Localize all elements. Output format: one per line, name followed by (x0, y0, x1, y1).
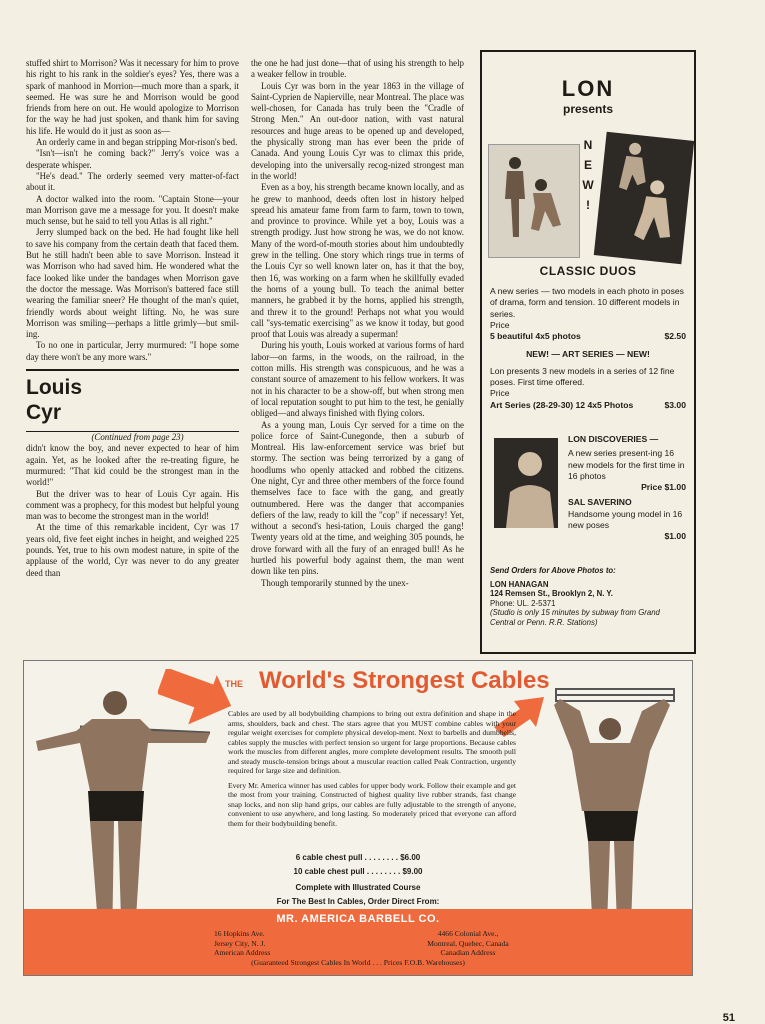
section-title-line: Louis (26, 376, 82, 400)
duos-price-item: 5 beautiful 4x5 photos (490, 331, 581, 342)
address-line: American Address (214, 948, 271, 957)
duo-figures-icon (594, 132, 694, 265)
ad-body (228, 709, 516, 833)
art-price-label: Price (490, 388, 510, 399)
paragraph: A doctor walked into the room. "Captain Stone—your man Morrison gave me a message for you. It doesn't make much sense, but he said to tell you Atlas is all right." (26, 193, 239, 227)
company-name: MR. AMERICA BARBELL CO. (276, 913, 440, 925)
continued-note: (Continued from page 23) (91, 432, 184, 443)
article-column-2 (251, 58, 464, 589)
lon-presents: presents (562, 102, 614, 116)
address-line: Jersey City, N. J. (214, 938, 266, 948)
price-row-10-cable: 10 cable chest pull . . . . . . . . $9.00 (293, 867, 423, 876)
section-title-line: Cyr (26, 401, 62, 425)
duos-desc: A new series — two models in each photo in poses of drama, form and tension. 10 different models in series. (490, 286, 684, 319)
order-address: 124 Remsen St., Brooklyn 2, N. Y. (490, 589, 613, 599)
address-line: Canadian Address (440, 948, 496, 957)
art-price-row (490, 400, 686, 411)
paragraph: "Isn't—isn't he coming back?" Jerry's voice was a desperate whisper. (26, 148, 239, 170)
american-address (214, 929, 270, 958)
model-desc: Handsome young model in 16 new poses (568, 508, 683, 531)
paragraph: But the driver was to hear of Louis Cyr again. His comment was a prophecy, for this modest but helpful young man was to become the strongest man in the world! (26, 488, 239, 522)
paragraph: the one he had just done—that of using his strength to help a weaker fellow in trouble. (251, 58, 464, 80)
arrow-down-icon (158, 669, 232, 725)
order-name: LON HANAGAN (490, 579, 549, 589)
title-prefix: THE (225, 679, 243, 689)
divider (26, 369, 239, 371)
address-line: 4466 Colonial Ave., (437, 929, 499, 938)
discoveries-title: LON DISCOVERIES — (568, 434, 659, 444)
order-note: Send Orders for Above Photos to: (490, 566, 616, 575)
paragraph: Even as a boy, his strength became known locally, and as he grew to manhood, deeds often lost in history helped spread his amateur fame from farm to farm, town to town, and province to province. While yet a boy, Louis was a strength prodigy. Just how strong he was, we do not know. Many of the word-of-mouth stories about him undoubtedly grew in the telling. One story which rings true in terms of the Louis Cyr so well known later on, has it that the boy, then 16, was working on a farm when he skillfully evaded the horns of a young bull. To teach the animal better manners, he grabbed it by the horns, applied his strength, and threw it to the ground! Perhaps not what you would call "sys-tematic exercising" as we know it today, but good proof that Louis was already a superman! (251, 182, 464, 340)
paragraph: During his youth, Louis worked at various forms of hard labor—on farms, in the woods, on the railroad, in the cotton mills. His strength was conspicuous, and he was a constant source of amazement to his fellow workers. It was not in his character to be a show-off, but when strong men of local reputation sought to put him to the test, he genially obliged—and always finished with flying colors. (251, 340, 464, 419)
page-number: 51 (722, 1012, 735, 1024)
new-letter: ! (586, 198, 590, 212)
paragraph: At the time of this remarkable incident, Cyr was 17 years old, five feet eight inches in height, and weighed 225 pounds. Yet, true to his own modest nature, in spite of the applause of the world, Cyr was never to do any greater deed than (26, 522, 239, 578)
paragraph: "He's dead." The orderly seemed very matter-of-fact about it. (26, 170, 239, 193)
art-desc: Lon presents 3 new models in a series of 12 fine poses. First time offered. (490, 365, 675, 388)
price-row-6-cable: 6 cable chest pull . . . . . . . . $6.00 (295, 853, 421, 862)
model-name: SAL SAVERINO (568, 497, 632, 508)
item-price: $6.00 (400, 853, 421, 862)
paragraph: Jerry slumped back on the bed. He had fought like hell to save his company from the certain death that faced them. But he still hadn't been able to save Morrison. Instead it was Morrison who had saved him. He wondered what the face looked like under the bandages when Morrison gave the doctor the message. Was Morrison's battered face still wearing the familiar sneer? He thought of the man's quiet, friendly words about weight lifting. No, he was sure Morrison was smiling—perhaps a little grimly—but smil-ing. (26, 227, 239, 340)
model-portrait-icon (494, 438, 558, 528)
ad-body-paragraph: Every Mr. America winner has used cables for upper body work. Follow their example and get the most from your training. Constructed of highest quality live rubber strands, fast change snap locks, and non slip hand grips, our cables are fully adjustable to the strength of anyone, convenient to use anywhere, and long lasting. So moderately priced that everyone can afford them for their bodybuilding benefit. (228, 780, 516, 828)
paragraph: An orderly came in and began stripping Mor-rison's bed. (36, 137, 238, 148)
order-info (490, 566, 686, 628)
model-price: $1.00 (664, 531, 686, 542)
paragraph: didn't know the boy, and never expected to hear of him again. Yet, as he looked after the re-treating figure, he murmured: "That kid could be the strongest man in the world!" (26, 443, 239, 488)
duos-price-row (490, 331, 686, 342)
paragraph: To no one in particular, Jerry murmured: "I hope some day there won't be any more wars." (26, 340, 239, 362)
art-header: NEW! — ART SERIES — NEW! (526, 349, 650, 360)
item-label: 10 cable chest pull (293, 867, 365, 876)
cable-ad (23, 660, 693, 976)
discovery-photo (494, 438, 558, 528)
discoveries-desc: A new series present-ing 16 new models for the first time in 16 photos (568, 448, 685, 481)
discoveries-details (568, 434, 686, 543)
item-label: 6 cable chest pull (295, 853, 363, 862)
guarantee-note: (Guaranteed Strongest Cables In World . . . Prices F.O.B. Warehouses) (251, 958, 465, 967)
new-letter: W (582, 178, 594, 192)
paragraph: Louis Cyr was born in the year 1863 in the village of Saint-Cyprien de Napierville, near Montreal. The place was well-chosen, for Canada has truly been the "Cradle of Strong Men." An out-door nation, with vast natural resources and huge areas to be opened up and developed, the physically strong man has ever been the pride of Canada. And young Louis Cyr was to climax this pride, developing into the universally recog-nized strongest man in the world! (251, 80, 464, 181)
item-price: $9.00 (402, 867, 423, 876)
series-title: CLASSIC DUOS (539, 264, 637, 278)
article-column-1 (26, 58, 239, 579)
duos-price: $2.50 (664, 331, 686, 342)
new-letter: E (583, 158, 592, 172)
art-price-item: Art Series (28-29-30) 12 4x5 Photos (490, 399, 634, 410)
price-label: Price (490, 319, 510, 330)
section-title (26, 375, 239, 425)
address-line: Montreal, Quebec, Canada (427, 938, 509, 948)
paragraph: stuffed shirt to Morrison? Was it necessary for him to prove his right to his rank in the soldier's eyes? Yes, there was a spark of manhood in Morrion—much more than a spark, it seemed. He was sure he and Morrison would be good friends from here on out. He would apologize to Morrison for the way he had just spoken, and thank him for saving his life. He would do it just as soon as— (26, 58, 239, 136)
paragraph: As a young man, Louis Cyr served for a time on the police force of Saint-Cunegonde, then a suburb of Montreal. His law-enforcement service was brief but stormy. The section was being terrorized by a gang of hoodlums who openly attacked and robbed the citizens. One night, Cyr and three other members of the force found themselves face to face with the gang, and greatly outnumbered. Here was the danger that accompanies defiers of the law, ready to kill the "cop" if necessary! Yet, without a second's hesi-tation, Louis charged the gang! Twenty years old at the time, and weighing 305 pounds, he drove forward with all the fury of an enraged bull! As he hurtled his powerful body against them, the man went down like ten pins. (251, 419, 464, 577)
new-letter: N (583, 138, 593, 152)
company-band (24, 909, 692, 975)
address-line: 16 Hopkins Ave. (214, 929, 265, 938)
ad-body-paragraph: Cables are used by all bodybuilding champions to bring out extra definition and shape in the arms, shoulders, back and chest. The stars agree that you MUST combine cables with your regular weight exercises for complete physical develop-ment. Next to barbells and dumbbells, cables supply the muscles with perfect tension so urgent for large proportions. Because cables work the muscles from different angles, more complete development results. The smooth pull and steady muscle-tension brings about a muscular reaction called Peak Contraction, urgently required for large size and definition. (228, 709, 516, 775)
paragraph: Though temporarily stunned by the unex- (261, 577, 409, 588)
duo-figures-icon (489, 145, 579, 257)
art-price: $3.00 (664, 399, 686, 410)
discoveries-price: Price $1.00 (641, 482, 686, 493)
order-direct: For The Best In Cables, Order Direct From: (276, 897, 440, 906)
duo-photo-2 (594, 132, 694, 265)
order-phone: Phone: UL. 2-5371 (490, 598, 556, 608)
duo-photo-1 (488, 144, 580, 258)
lon-brand: LON (561, 76, 615, 101)
ad-title: World's Strongest Cables (259, 667, 550, 694)
complete-note: Complete with Illustrated Course (295, 883, 421, 892)
lon-ad (480, 50, 696, 654)
order-studio: (Studio is only 15 minutes by subway from Grand Central or Penn. R.R. Stations) (490, 608, 660, 627)
duos-details (490, 286, 686, 411)
canadian-address (408, 929, 528, 958)
